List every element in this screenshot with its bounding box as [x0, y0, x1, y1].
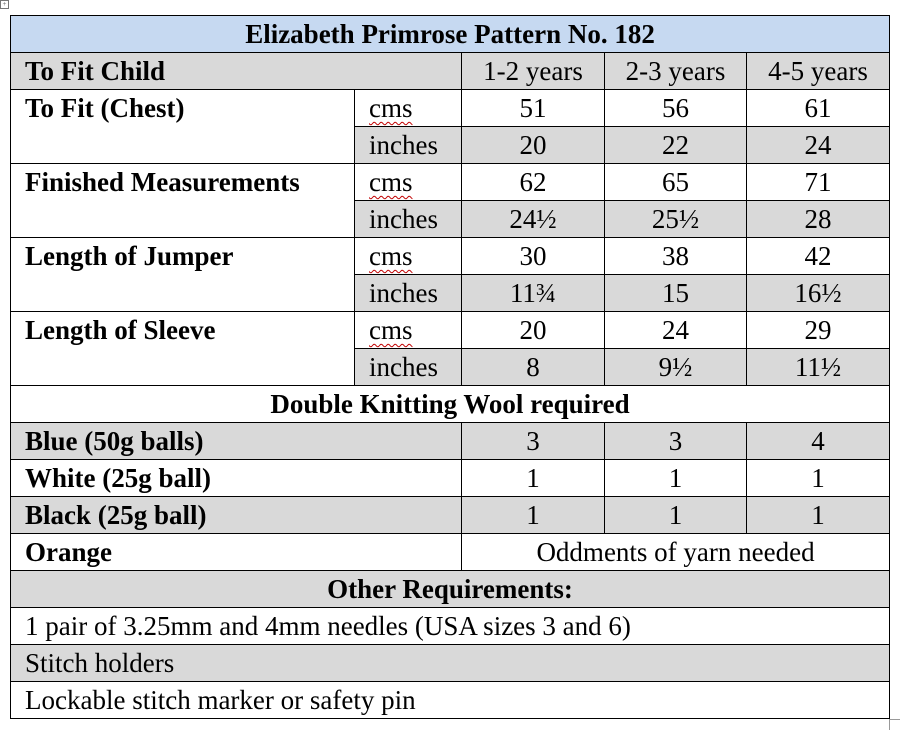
other-heading: Other Requirements: — [11, 571, 890, 608]
value-cell: 30 — [462, 238, 605, 275]
value-cell: 25½ — [605, 201, 747, 238]
value-cell: 65 — [605, 164, 747, 201]
orange-note: Oddments of yarn needed — [462, 534, 890, 571]
value-cell: 28 — [747, 201, 890, 238]
size-header: 1-2 years — [462, 53, 605, 90]
unit-cms-text: cms — [369, 241, 413, 271]
unit-cms — [355, 312, 462, 349]
size-header: 2-3 years — [605, 53, 747, 90]
value-cell: 1 — [747, 460, 890, 497]
requirement-item: Lockable stitch marker or safety pin — [11, 682, 890, 719]
value-cell: 56 — [605, 90, 747, 127]
measurement-label: Finished Measurements — [11, 164, 355, 238]
value-cell: 11½ — [747, 349, 890, 386]
value-cell: 24½ — [462, 201, 605, 238]
value-cell: 4 — [747, 423, 890, 460]
value-cell: 24 — [747, 127, 890, 164]
value-cell: 1 — [747, 497, 890, 534]
table-move-handle-icon[interactable]: + — [0, 0, 9, 9]
table-title: Elizabeth Primrose Pattern No. 182 — [11, 16, 890, 53]
measurement-label: To Fit (Chest) — [11, 90, 355, 164]
wool-heading: Double Knitting Wool required — [11, 386, 890, 423]
requirement-item: 1 pair of 3.25mm and 4mm needles (USA sizes 3 and 6) — [11, 608, 890, 645]
unit-cms-text: cms — [369, 167, 413, 197]
value-cell: 42 — [747, 238, 890, 275]
value-cell: 62 — [462, 164, 605, 201]
value-cell: 38 — [605, 238, 747, 275]
requirement-item: Stitch holders — [11, 645, 890, 682]
value-cell: 1 — [462, 497, 605, 534]
value-cell: 71 — [747, 164, 890, 201]
unit-inches: inches — [355, 275, 462, 312]
wool-label: Black (25g ball) — [11, 497, 462, 534]
unit-inches: inches — [355, 127, 462, 164]
unit-cms-text: cms — [369, 93, 413, 123]
measurement-label: Length of Sleeve — [11, 312, 355, 386]
pattern-table — [10, 15, 890, 719]
unit-cms — [355, 164, 462, 201]
table-resize-handle-icon[interactable] — [889, 719, 900, 730]
unit-cms-text: cms — [369, 315, 413, 345]
wool-label: White (25g ball) — [11, 460, 462, 497]
orange-label: Orange — [11, 534, 462, 571]
value-cell: 1 — [605, 497, 747, 534]
value-cell: 3 — [462, 423, 605, 460]
value-cell: 9½ — [605, 349, 747, 386]
value-cell: 15 — [605, 275, 747, 312]
unit-inches: inches — [355, 349, 462, 386]
value-cell: 1 — [462, 460, 605, 497]
fit-child-label: To Fit Child — [11, 53, 462, 90]
value-cell: 24 — [605, 312, 747, 349]
value-cell: 20 — [462, 127, 605, 164]
value-cell: 61 — [747, 90, 890, 127]
value-cell: 20 — [462, 312, 605, 349]
value-cell: 51 — [462, 90, 605, 127]
unit-cms — [355, 90, 462, 127]
value-cell: 22 — [605, 127, 747, 164]
unit-inches: inches — [355, 201, 462, 238]
size-header: 4-5 years — [747, 53, 890, 90]
value-cell: 8 — [462, 349, 605, 386]
value-cell: 16½ — [747, 275, 890, 312]
measurement-label: Length of Jumper — [11, 238, 355, 312]
value-cell: 11¾ — [462, 275, 605, 312]
value-cell: 3 — [605, 423, 747, 460]
value-cell: 1 — [605, 460, 747, 497]
unit-cms — [355, 238, 462, 275]
value-cell: 29 — [747, 312, 890, 349]
wool-label: Blue (50g balls) — [11, 423, 462, 460]
